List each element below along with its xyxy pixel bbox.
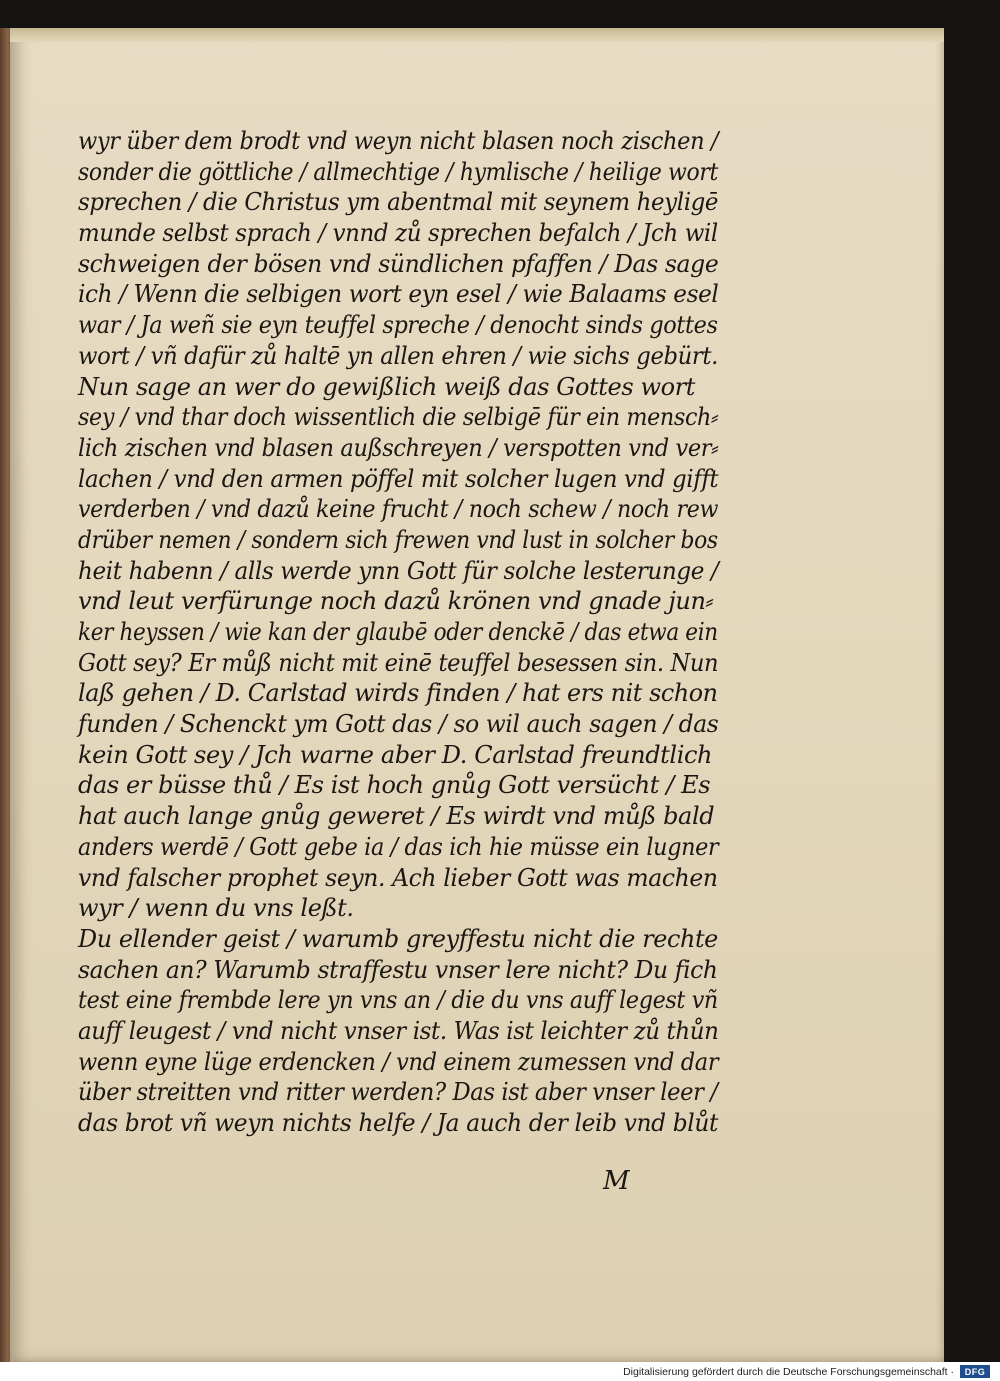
text-line: wort / vñ dafür zů haltē yn allen ehren / wie sichs gebürt. bbox=[78, 341, 719, 370]
text-line: wyr / wenn du vns leßt. bbox=[78, 894, 354, 923]
text-line: Gott sey? Er můß nicht mit einē teuffel besessen sin. Nun bbox=[78, 648, 719, 677]
text-line: Du ellender geist / warumb greyffestu nicht die rechte bbox=[78, 924, 718, 953]
text-line: heit habenn / alls werde ynn Gott für solche lesterunge / bbox=[78, 556, 719, 585]
text-line: drüber nemen / sondern sich frewen vnd lust in solcher bos bbox=[78, 525, 718, 554]
text-line: wyr über dem brodt vnd weyn nicht blasen noch zischen / bbox=[78, 127, 719, 155]
text-line: test eine frembde lere yn vns an / die du vns auff legest vñ bbox=[78, 986, 718, 1015]
text-line: auff leugest / vnd nicht vnser ist. Was ist leichter zů thůn bbox=[78, 1016, 719, 1045]
footer-bar bbox=[0, 1362, 1000, 1381]
text-line: schweigen der bösen vnd sündlichen pfaffen / Das sage bbox=[78, 249, 719, 278]
text-line: war / Ja weñ sie eyn teuffel spreche / denocht sinds gottes bbox=[78, 311, 718, 340]
text-line: munde selbst sprach / vnnd zů sprechen befalch / Jch wil bbox=[78, 219, 718, 248]
text-line: sey / vnd thar doch wissentlich die selbigē für ein mensch⸗ bbox=[78, 403, 719, 432]
text-line: über streitten vnd ritter werden? Das ist aber vnser leer / bbox=[78, 1078, 718, 1107]
text-line: verderben / vnd dazů keine frucht / noch schew / noch rew bbox=[78, 495, 719, 524]
funding-credit: Digitalisierung gefördert durch die Deutsche Forschungsgemeinschaft · bbox=[623, 1365, 954, 1378]
text-line: wenn eyne lüge erdencken / vnd einem zumessen vnd dar bbox=[78, 1047, 719, 1076]
text-line: das brot vñ weyn nichts helfe / Ja auch der leib vnd blůt bbox=[78, 1109, 719, 1137]
text-line: kein Gott sey / Jch warne aber D. Carlstad freundtlich bbox=[78, 740, 713, 769]
text-line: anders werdē / Gott gebe ia / das ich hie müsse ein lugner bbox=[78, 832, 719, 861]
text-line: ich / Wenn die selbigen wort eyn esel / wie Balaams esel bbox=[78, 280, 719, 309]
text-line: lich zischen vnd blasen außschreyen / verspotten vnd ver⸗ bbox=[78, 433, 719, 462]
text-line: Nun sage an wer do gewißlich weiß das Gottes wort bbox=[78, 372, 696, 401]
text-line: sprechen / die Christus ym abentmal mit seynem heyligē bbox=[78, 188, 719, 217]
text-line: hat auch lange gnůg geweret / Es wirdt vnd můß bald bbox=[78, 802, 715, 831]
text-line: lachen / vnd den armen pöffel mit solcher lugen vnd gifft bbox=[78, 464, 719, 493]
text-line: sachen an? Warumb straffestu vnser lere nicht? Du fich bbox=[78, 955, 718, 984]
text-line: sonder die göttliche / allmechtige / hymlische / heilige wort bbox=[78, 157, 718, 186]
text-line: vnd leut verfürunge noch dazů krönen vnd gnade jun⸗ bbox=[78, 587, 714, 616]
text-line: vnd falscher prophet seyn. Ach lieber Gott was machen bbox=[78, 863, 718, 892]
page-edge bbox=[10, 28, 944, 42]
text-line: laß gehen / D. Carlstad wirds finden / hat ers nit schon bbox=[78, 679, 718, 708]
page-text bbox=[78, 126, 718, 1139]
text-line: ker heyssen / wie kan der glaubē oder denckē / das etwa ein bbox=[78, 618, 718, 646]
text-line: das er büsse thů / Es ist hoch gnůg Gott versücht / Es bbox=[78, 771, 711, 800]
catchword: M bbox=[603, 1166, 630, 1196]
text-line: funden / Schenckt ym Gott das / so wil auch sagen / das bbox=[78, 710, 719, 739]
dfg-logo: DFG bbox=[960, 1365, 990, 1378]
